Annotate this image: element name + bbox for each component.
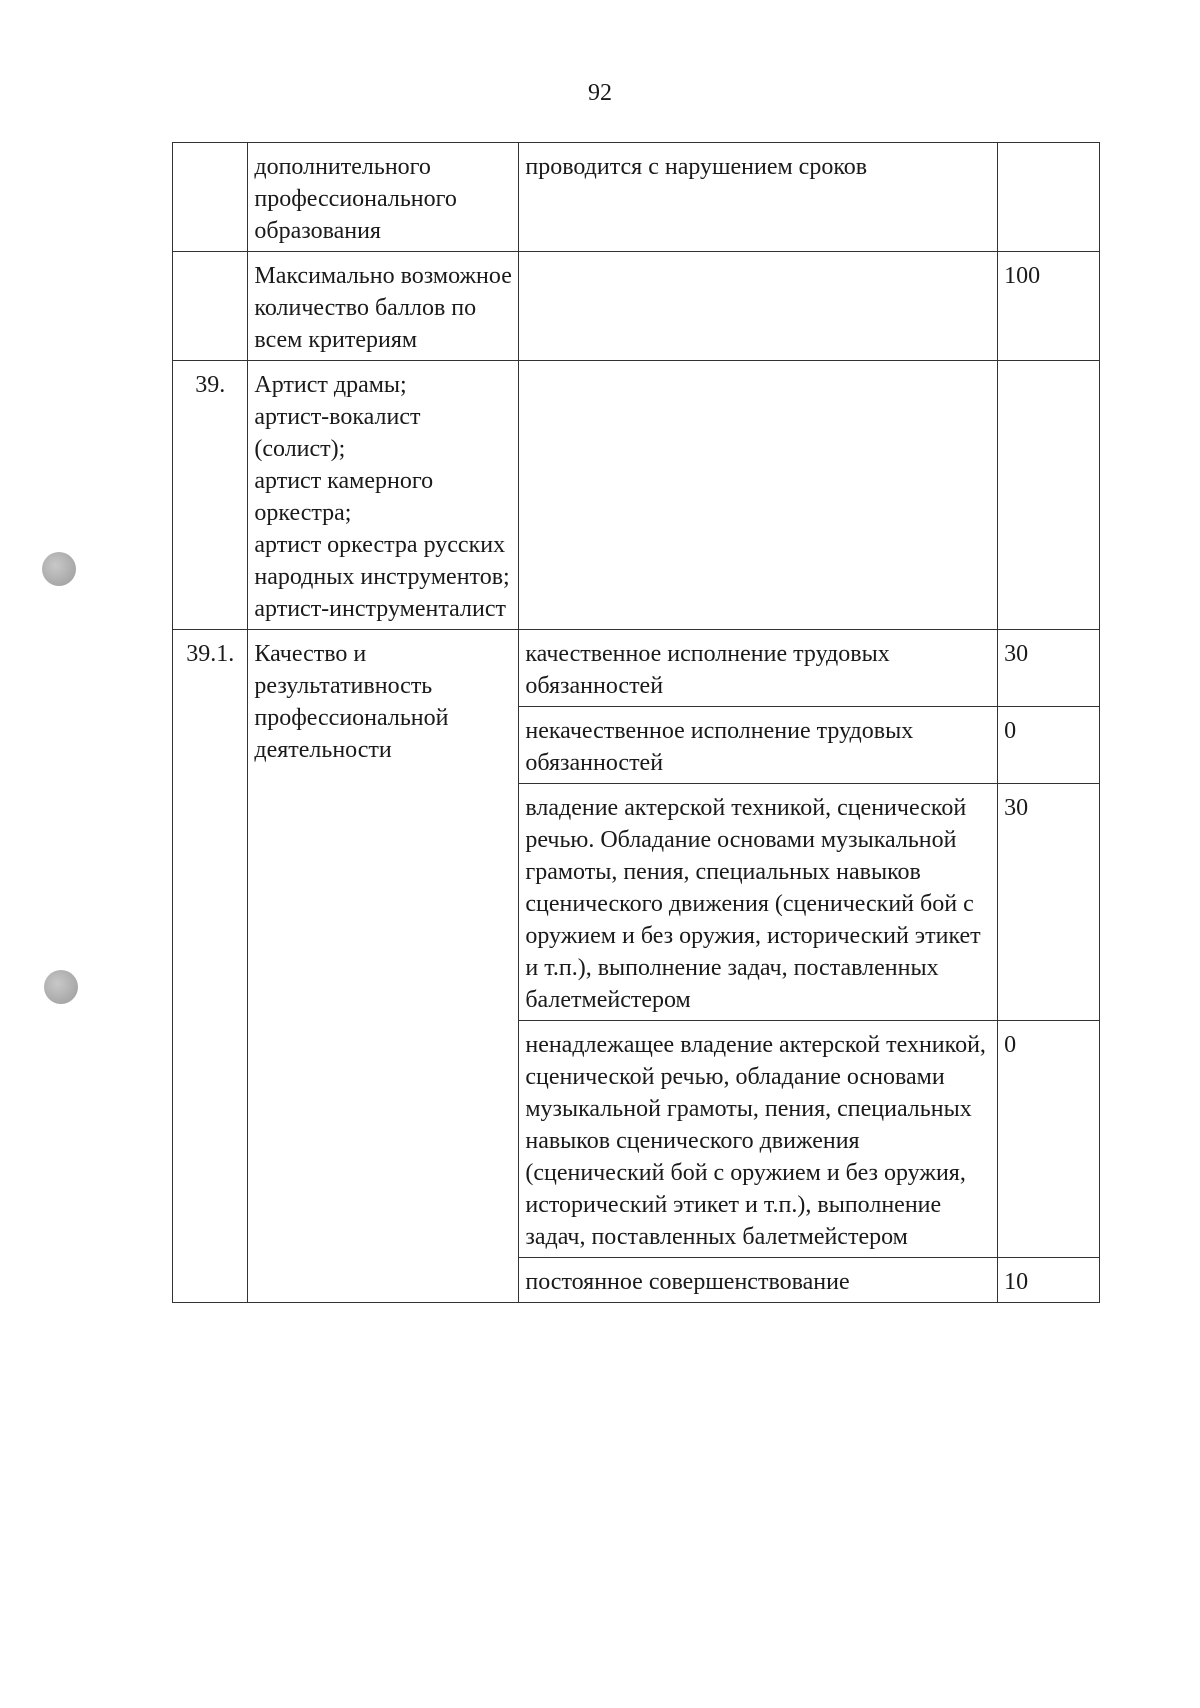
row-number-cell: 39.1. [173,630,248,1303]
score-cell: 30 [998,784,1100,1021]
criterion-cell: ненадлежащее владение актерской техникой, сценической речью, обладание основами музыкальной грамоты, пения, специальных навыков сценического движения (сценический бой с оружием и без оружия, исторический этикет и т.п.), выполнение задач, поставленных балетмейстером [519,1021,998,1258]
criterion-cell: проводится с нарушением сроков [519,143,998,252]
page-number: 92 [588,80,612,106]
criterion-cell: постоянное совершенствование [519,1258,998,1303]
score-cell: 100 [998,252,1100,361]
row-number-cell [173,143,248,252]
score-cell: 10 [998,1258,1100,1303]
score-cell [998,361,1100,630]
punch-hole-bottom [44,970,78,1004]
punch-hole-top [42,552,76,586]
row-number-cell [173,252,248,361]
position-cell: дополнительного профессионального образования [248,143,519,252]
criterion-cell: владение актерской техникой, сценической речью. Обладание основами музыкальной грамоты, пения, специальных навыков сценического движения (сценический бой с оружием и без оружия, исторический этикет и т.п.), выполнение задач, поставленных балетмейстером [519,784,998,1021]
table-row [173,252,1100,361]
criteria-table [172,142,1100,1303]
criterion-cell [519,361,998,630]
criterion-cell: некачественное исполнение трудовых обязанностей [519,707,998,784]
table-row [173,143,1100,252]
score-cell: 30 [998,630,1100,707]
criterion-cell [519,252,998,361]
row-number-cell: 39. [173,361,248,630]
criterion-cell: качественное исполнение трудовых обязанностей [519,630,998,707]
score-cell: 0 [998,1021,1100,1258]
position-cell: Артист драмы; артист-вокалист (солист); артист камерного оркестра; артист оркестра русских народных инструментов; артист-инструменталист [248,361,519,630]
position-cell: Качество и результативность профессиональной деятельности [248,630,519,1303]
score-cell: 0 [998,707,1100,784]
table-row [173,361,1100,630]
score-cell [998,143,1100,252]
position-cell: Максимально возможное количество баллов по всем критериям [248,252,519,361]
table-row [173,630,1100,707]
